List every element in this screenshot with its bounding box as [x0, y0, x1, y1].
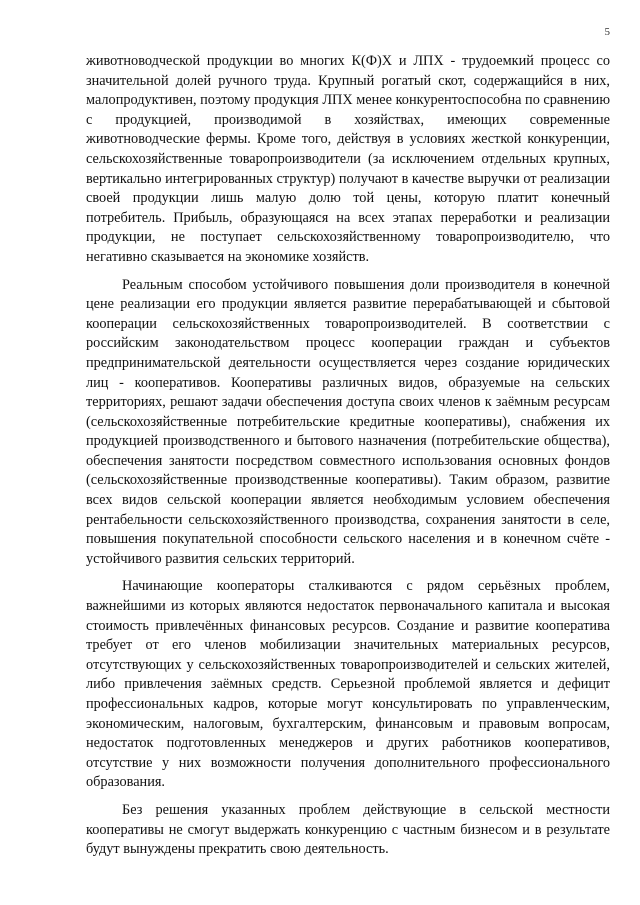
page-number: 5 — [604, 26, 610, 38]
paragraph-1: животноводческой продукции во многих К(Ф)Х и ЛПХ - трудоемкий процесс со значительной долей ручного труда. Крупный рогатый скот, содержащийся в них, малопродуктивен, поэтому продукция ЛПХ менее конкурентоспособна по сравнению с продукцией, производимой в хозяйствах, имеющих современные животноводческие фермы. Кроме того, действуя в условиях жесткой конкуренции, сельскохозяйственные товаропроизводители (за исключением отдельных крупных, вертикально интегрированных структур) получают в качестве выручки от реализации своей продукции лишь малую долю той цены, которую платит конечный потребитель. Прибыль, образующаяся на всех этапах переработки и реализации продукции, не поступает сельскохозяйственному товаропроизводителю, что негативно сказывается на экономике хозяйств. — [86, 53, 610, 265]
paragraph-2: Реальным способом устойчивого повышения доли производителя в конечной цене реализации его продукции является развитие перерабатывающей и сбытовой кооперации сельскохозяйственных товаропроизводителей. В соответствии с российским законодательством процесс кооперации граждан и субъектов предпринимательской деятельности осуществляется через создание юридических лиц - кооперативов. Кооперативы различных видов, образуемые на сельских территориях, решают задачи обеспечения доступа своих членов к заёмным ресурсам (сельскохозяйственные потребительские кредитные кооперативы), снабжения их продукцией производственного и бытового назначения (потребительские общества), обеспечения занятости посредством совместного использования основных фондов (сельскохозяйственные производственные кооперативы). Таким образом, развитие всех видов сельской кооперации является необходимым условием обеспечения рентабельности сельскохозяйственного производства, сохранения занятости в селе, повышения покупательной способности сельского населения и в конечном счёте - устойчивого развития сельских территорий. — [86, 276, 610, 567]
paragraph-4: Без решения указанных проблем действующие в сельской местности кооперативы не смогут выдержать конкуренцию с частным бизнесом и в результате будут вынуждены прекратить свою деятельность. — [86, 801, 610, 858]
paragraph-3: Начинающие кооператоры сталкиваются с рядом серьёзных проблем, важнейшими из которых являются недостаток первоначального капитала и высокая стоимость привлечённых финансовых ресурсов. Создание и развитие кооператива требует от его членов мобилизации значительных материальных ресурсов, отсутствующих у сельскохозяйственных товаропроизводителей и сельских жителей, либо привлечения заёмных средств. Серьезной проблемой является и дефицит профессиональных кадров, которые могут консультировать по управленческим, экономическим, налоговым, бухгалтерским, финансовым и правовым вопросам, недостаток подготовленных менеджеров и других работников кооперативов, отсутствие у них возможности получения дополнительного профессионального образования. — [86, 578, 610, 791]
body-text — [86, 52, 610, 868]
